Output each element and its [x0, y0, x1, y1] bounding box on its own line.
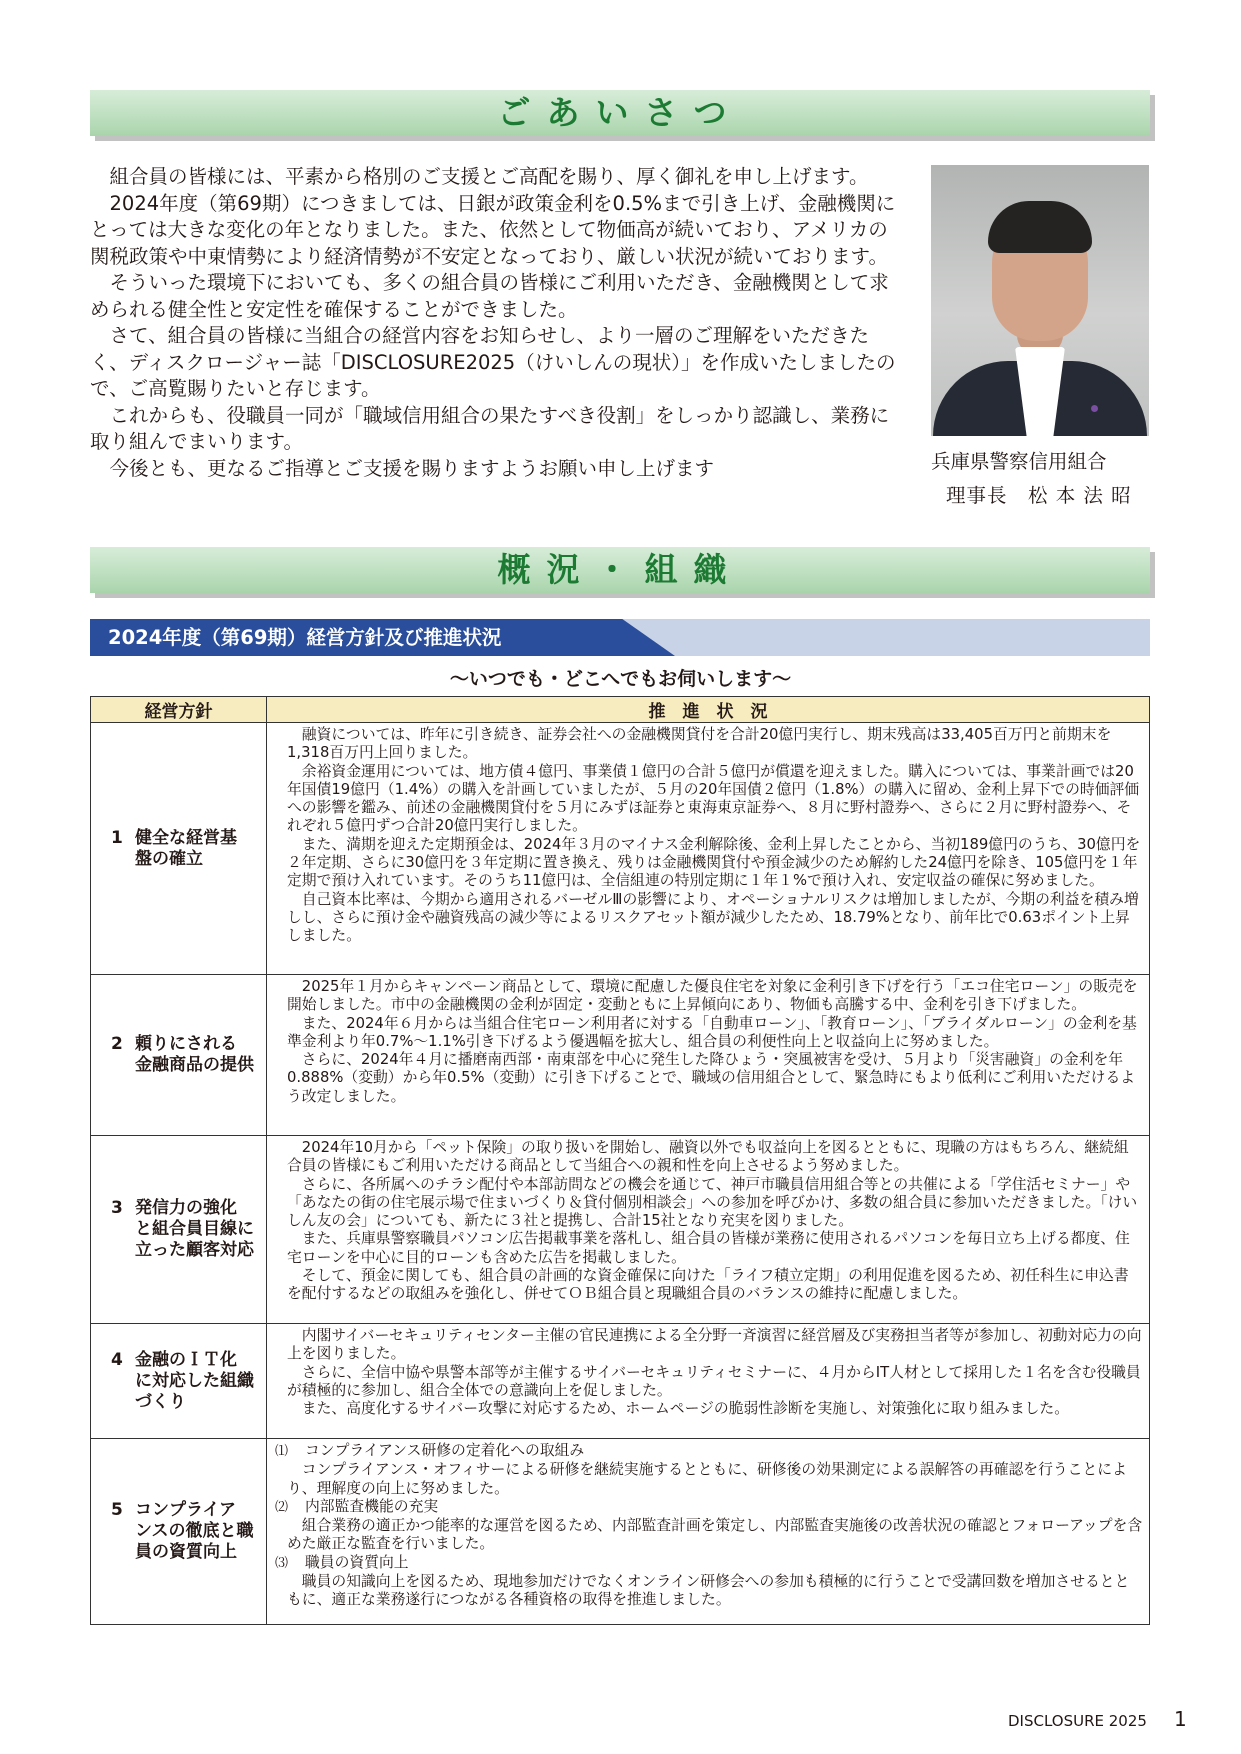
section-title-bar	[90, 619, 1150, 656]
progress-cell	[267, 1324, 1150, 1439]
progress-paragraph: 2024年10月から「ペット保険」の取り扱いを開始し、融資以外でも収益向上を図るとともに、現職の方はもちろん、継続組合員の皆様にもご利用いただける商品として当組合への親和性を向上させるよう努めました。	[287, 1139, 1129, 1175]
greeting-paragraph: そういった環境下においても、多くの組合員の皆様にご利用いただき、金融機関として求められる健全性と安定性を確保することができました。	[90, 271, 889, 321]
greeting-paragraph: これからも、役職員一同が「職域信用組合の果たすべき役割」をしっかり認識し、業務に取り組んでまいります。	[90, 403, 890, 453]
table-row	[91, 975, 1150, 1136]
progress-paragraph: そして、預金に関しても、組合員の計画的な資金確保に向けた「ライフ積立定期」の利用促進を図るため、初任科生に申込書を配付するなどの取組みを強化し、併せてＯＢ組合員と現職組合員のバランスの維持に配慮しました。	[287, 1267, 1129, 1303]
policy-number: 4	[111, 1349, 123, 1370]
policy-cell	[91, 1136, 267, 1324]
policy-cell	[91, 723, 267, 975]
sub-item-heading	[275, 1442, 1143, 1461]
overview-heading: 概況・組織	[90, 547, 1150, 593]
sub-item-title: 内部監査機能の充実	[305, 1497, 439, 1515]
policy-line: 金融商品の提供	[135, 1055, 254, 1075]
progress-paragraph: さらに、2024年４月に播磨南西部・南東部を中心に発生した降ひょう・突風被害を受け、５月より「災害融資」の金利を年0.888%（変動）から年0.5%（変動）に引き下げることで、職域の信用組合として、緊急時にもより低利にご利用いただけるよう改定しました。	[287, 1051, 1136, 1105]
policy-line: ンスの徹底と職	[135, 1521, 254, 1541]
sub-item-body: 組合業務の適正かつ能率的な運営を図るため、内部監査計画を策定し、内部監査実施後の改善状況の確認とフォローアップを含めた厳正な監査を行いました。	[287, 1517, 1143, 1553]
table-header-row	[91, 697, 1150, 723]
greeting-heading: ごあいさつ	[90, 90, 1150, 136]
section-title: 2024年度（第69期）経営方針及び推進状況	[108, 626, 502, 649]
policy-line: づくり	[135, 1391, 186, 1412]
table-row	[91, 1439, 1150, 1625]
policy-cell	[91, 1324, 267, 1439]
sub-item-number: ⑴	[275, 1444, 289, 1459]
table-row	[91, 723, 1150, 975]
policy-table	[90, 696, 1150, 1625]
progress-cell	[267, 1439, 1150, 1625]
policy-number: 3	[111, 1198, 123, 1218]
policy-line: 員の資質向上	[135, 1542, 237, 1562]
sub-item-heading	[275, 1554, 1143, 1573]
greeting-paragraph: 組合員の皆様には、平素から格別のご支援とご高配を賜り、厚く御礼を申し上げます。	[109, 165, 869, 188]
policy-cell	[91, 1439, 267, 1625]
sub-item-body: コンプライアンス・オフィサーによる研修を継続実施するとともに、研修後の効果測定による誤解答の再確認を行うことにより、理解度の向上に努めました。	[287, 1461, 1127, 1497]
policy-line: 健全な経営基	[135, 827, 237, 848]
policy-cell	[91, 975, 267, 1136]
greeting-paragraph: 今後とも、更なるご指導とご支援を賜りますようお願い申し上げます	[109, 456, 715, 480]
progress-paragraph: 余裕資金運用については、地方債４億円、事業債１億円の合計５億円が償還を迎えました。購入については、事業計画では20年国債19億円（1.4%）の購入を計画していましたが、５月の20年国債２億円（1.8%）の購入に留め、金利上昇下での時価評価への影響を鑑み、前述の金融機関貸付を５月にみずほ証券と東海東京証券へ、８月に野村證券へ、さらに２月に野村證券へ、それぞれ５億円ずつ合計20億円実行しました。	[287, 762, 1140, 835]
table-row	[91, 1324, 1150, 1439]
progress-cell	[267, 723, 1150, 975]
policy-line: 盤の確立	[135, 848, 203, 869]
progress-paragraph: 内閣サイバーセキュリティセンター主催の官民連携による全分野一斉演習に経営層及び実務担当者等が参加し、初動対応力の向上を図りました。	[287, 1327, 1142, 1363]
policy-line: コンプライア	[135, 1500, 236, 1520]
policy-number: 1	[111, 827, 123, 848]
policy-line: と組合員目線に	[135, 1219, 254, 1239]
table-row	[91, 1136, 1150, 1324]
progress-cell	[267, 1136, 1150, 1324]
progress-cell	[267, 975, 1150, 1136]
portrait-hair	[988, 201, 1092, 253]
progress-paragraph: 2025年１月からキャンペーン商品として、環境に配慮した優良住宅を対象に金利引き下げを行う「エコ住宅ローン」の販売を開始しました。市中の金融機関の金利が固定・変動ともに上昇傾向にあり、物価も高騰する中、金利を引き下げました。	[287, 978, 1138, 1014]
policy-line: に対応した組織	[135, 1370, 254, 1391]
progress-paragraph: また、満期を迎えた定期預金は、2024年３月のマイナス金利解除後、金利上昇したことから、当初189億円のうち、30億円を２年定期、さらに30億円を３年定期に置き換え、残りは金融機関貸付や預金減少のため解約した24億円を除き、105億円を１年定期で預け入れています。そのうち11億円は、全信組連の特別定期に１年１%で預け入れ、安定収益の確保に努めました。	[287, 835, 1141, 890]
column-header-policy: 経営方針	[91, 697, 267, 723]
progress-paragraph: また、2024年６月からは当組合住宅ローン利用者に対する「自動車ローン」、「教育ローン」、「ブライダルローン」の金利を基準金利より年0.7%～1.1%引き下げるよう優遇幅を拡大し、組合員の利便性向上と収益向上に努めました。	[287, 1014, 1137, 1050]
greeting-body	[90, 164, 900, 482]
policy-number: 2	[111, 1034, 123, 1054]
progress-paragraph: また、高度化するサイバー攻撃に対応するため、ホームページの脆弱性診断を実施し、対策強化に取り組みました。	[301, 1400, 1070, 1418]
policy-line: 金融のＩＴ化	[135, 1349, 237, 1370]
greeting-paragraph: 2024年度（第69期）につきましては、日銀が政策金利を0.5%まで引き上げ、金融機関にとっては大きな変化の年となりました。また、依然として物価高が続いており、アメリカの関税政策や中東情勢により経済情勢が不安定となっており、厳しい状況が続いております。	[90, 191, 896, 268]
sub-item-number: ⑵	[275, 1499, 289, 1515]
policy-number: 5	[111, 1500, 123, 1520]
progress-paragraph: 自己資本比率は、今期から適用されるバーゼルⅢの影響により、オペーショナルリスクは増加しましたが、今期の利益を積み増しし、さらに預け金や融資残高の減少等によるリスクアセット額が減少したため、18.79%となり、前年比で0.63ポイント上昇しました。	[287, 890, 1139, 945]
footer-label: DISCLOSURE 2025	[1008, 1712, 1147, 1730]
progress-paragraph: さらに、各所属へのチラシ配付や本部訪問などの機会を通じて、神戸市職員信用組合等との共催による「学住活セミナー」や「あなたの街の住宅展示場で住まいづくり＆貸付個別相談会」への参加を呼びかけ、多数の組合員に参加いただきました。「けいしん友の会」についても、新たに３社と提携し、合計15社となり充実を図りました。	[287, 1175, 1138, 1230]
policy-line: 発信力の強化	[135, 1198, 237, 1218]
chairman-name: 理事長 松 本 法 昭	[946, 484, 1132, 507]
progress-paragraph: また、兵庫県警察職員パソコン広告掲載事業を落札し、組合員の皆様が業務に使用されるパソコンを毎日立ち上げる都度、住宅ローンを中心に目的ローンも含めた広告を掲載しました。	[287, 1230, 1130, 1266]
lapel-pin	[1091, 405, 1098, 412]
sub-item-title: コンプライアンス研修の定着化への取組み	[305, 1442, 585, 1459]
column-header-progress: 推 進 状 況	[267, 697, 1150, 723]
motto: ～いつでも・どこへでもお伺いします～	[449, 668, 792, 690]
chairman-portrait	[931, 165, 1149, 436]
policy-line: 頼りにされる	[135, 1034, 237, 1054]
greeting-paragraph: さて、組合員の皆様に当組合の経営内容をお知らせし、より一層のご理解をいただきたく、ディスクロージャー誌「DISCLOSURE2025（けいしんの現状）」を作成いたしましたので、ご高覧賜りたいと存じます。	[90, 324, 896, 400]
sub-item-body: 職員の知識向上を図るため、現地参加だけでなくオンライン研修会への参加も積極的に行うことで受講回数を増加させるとともに、適正な業務遂行につながる各種資格の取得を推進しました。	[287, 1573, 1130, 1609]
policy-line: 立った顧客対応	[135, 1240, 254, 1260]
progress-paragraph: 融資については、昨年に引き続き、証券会社への金融機関貸付を合計20億円実行し、期末残高は33,405百万円と前期末を1,318百万円上回りました。	[287, 726, 1112, 762]
sub-item-heading	[275, 1498, 1143, 1517]
organization-name: 兵庫県警察信用組合	[931, 450, 1107, 473]
sub-item-number: ⑶	[275, 1555, 289, 1571]
page-number: 1	[1174, 1707, 1187, 1731]
sub-item-title: 職員の資質向上	[305, 1553, 409, 1571]
progress-paragraph: さらに、全信中協や県警本部等が主催するサイバーセキュリティセミナーに、４月からIT人材として採用した１名を含む役職員が積極的に参加し、組合全体での意識向上を促しました。	[287, 1363, 1141, 1399]
